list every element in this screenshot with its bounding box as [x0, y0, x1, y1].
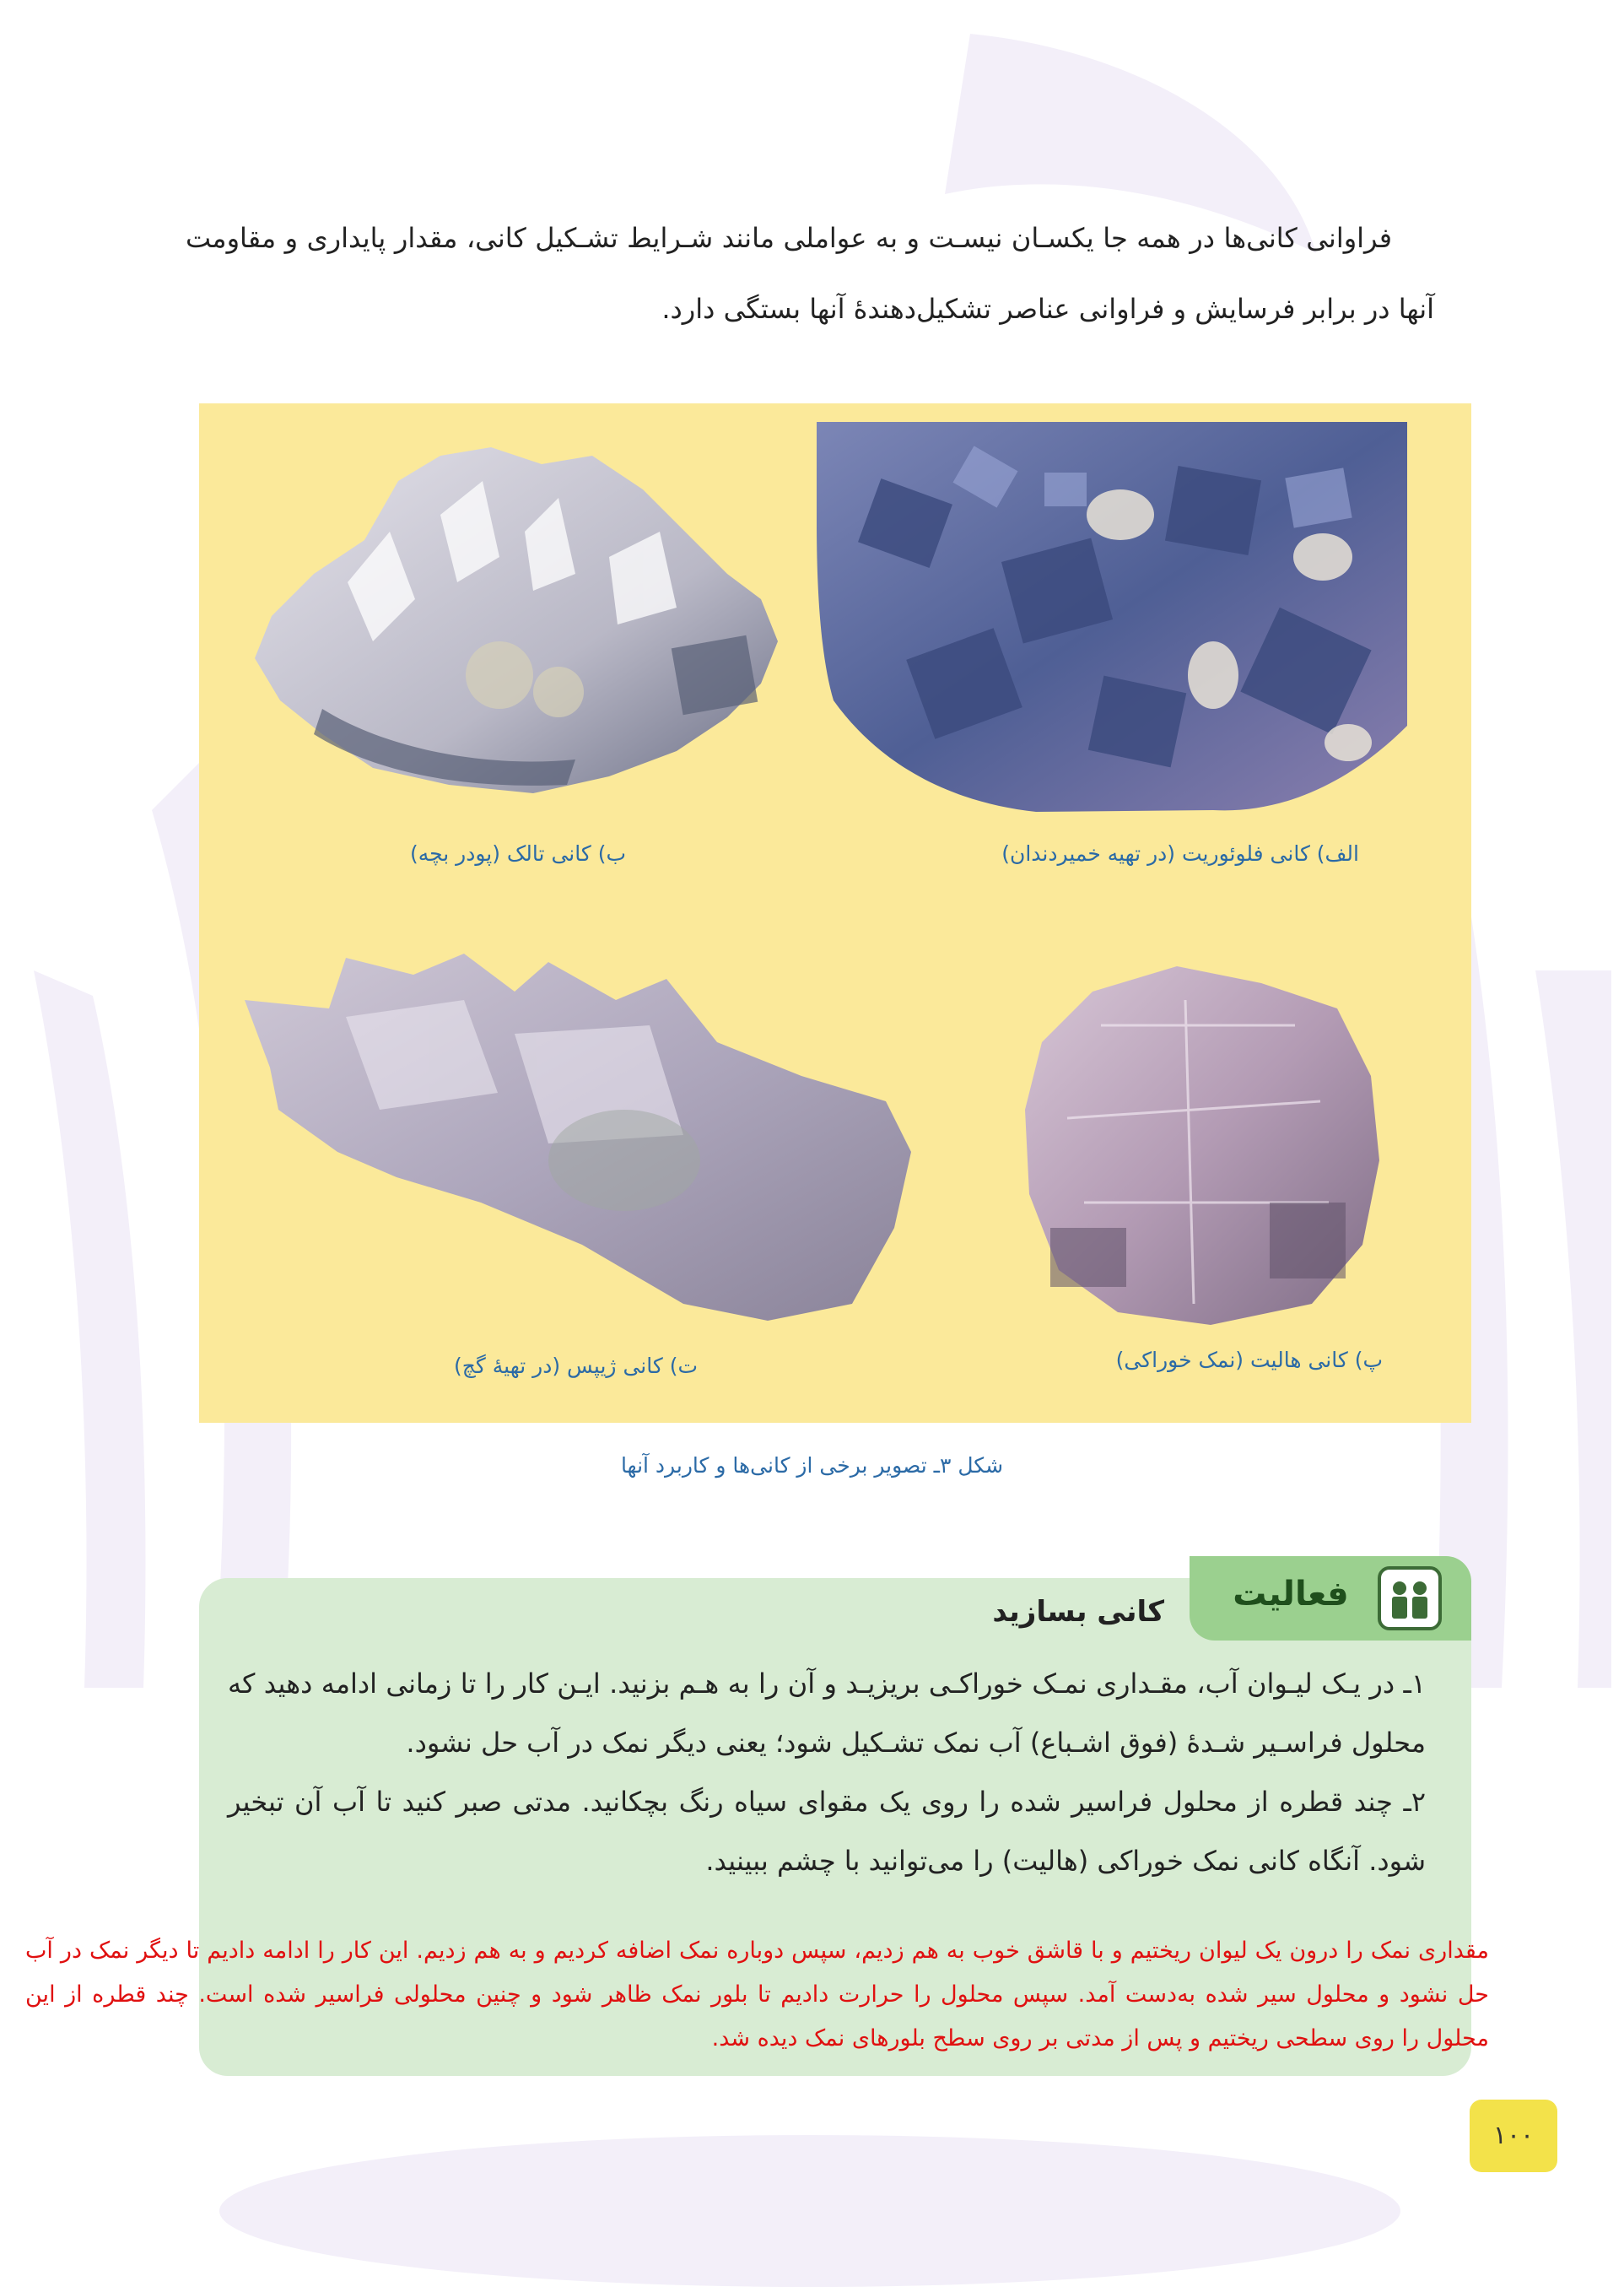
caption-halite: پ) کانی هالیت (نمک خوراکی) [1115, 1348, 1383, 1372]
activity-steps [228, 1654, 1426, 1890]
gypsum-mineral-image [245, 949, 920, 1329]
caption-talc: ب) کانی تالک (پودر بچه) [409, 841, 626, 866]
caption-gypsum: ت) کانی ژیپس (در تهیۀ گچ) [454, 1354, 698, 1378]
people-icon [1378, 1566, 1442, 1630]
activity-step-2: ۲ـ چند قطره از محلول فراسیر شده را روی یک مقوای سیاه رنگ بچکانید. مدتی صبر کنید تا آب آن تبخیر شود. آنگاه کانی نمک خوراکی (هالیت) را می‌توانید با چشم ببینید. [228, 1786, 1426, 1877]
activity-step-1: ۱ـ در یـک لیـوان آب، مقـداری نمـک خوراکـی بریزیـد و آن را به هـم بزنید. ایـن کار را تا زمانی ادامه دهید که محلول فراسـیر شـدۀ (فوق اشـباع) آب نمک تشـکیل شود؛ یعنی دیگر نمک در آب حل نشود. [228, 1668, 1426, 1759]
activity-label: فعالیت [1233, 1575, 1349, 1614]
intro-paragraph: فراوانی کانی‌ها در همه جا یکسـان نیسـت و به عواملی مانند شـرایط تشـکیل کانی، مقدار پایداری و مقاومت آنها در برابر فرسایش و فراوانی عناصر تشکیل‌دهندۀ آنها بستگی دارد. [186, 222, 1434, 325]
caption-fluorite: الف) کانی فلوئوریت (در تهیه خمیردندان) [1001, 841, 1359, 866]
answer-text: مقداری نمک را درون یک لیوان ریختیم و با قاشق خوب به هم زدیم، سپس دوباره نمک اضافه کردیم و به هم زدیم. این کار را ادامه دادیم تا دیگر نمک در آب حل نشود و محلول سیر شده به‌دست آمد. سپس محلول را حرارت دادیم تا بلور نمک ظاهر شود و چنین محلولی فراسیر شده است. چند قطره از این محلول را روی سطحی ریختیم و پس از مدتی بر روی سطح بلورهای نمک دیده شد. [25, 1938, 1489, 2051]
figure-caption: شکل ۳ـ تصویر برخی از کانی‌ها و کاربرد آنها [620, 1453, 1004, 1478]
page-number: ۱۰۰ [1470, 2100, 1557, 2172]
halite-mineral-image [1017, 949, 1388, 1329]
talc-mineral-image [221, 430, 795, 802]
fluorite-mineral-image [817, 422, 1407, 814]
activity-title: کانی بسازید [992, 1595, 1164, 1629]
